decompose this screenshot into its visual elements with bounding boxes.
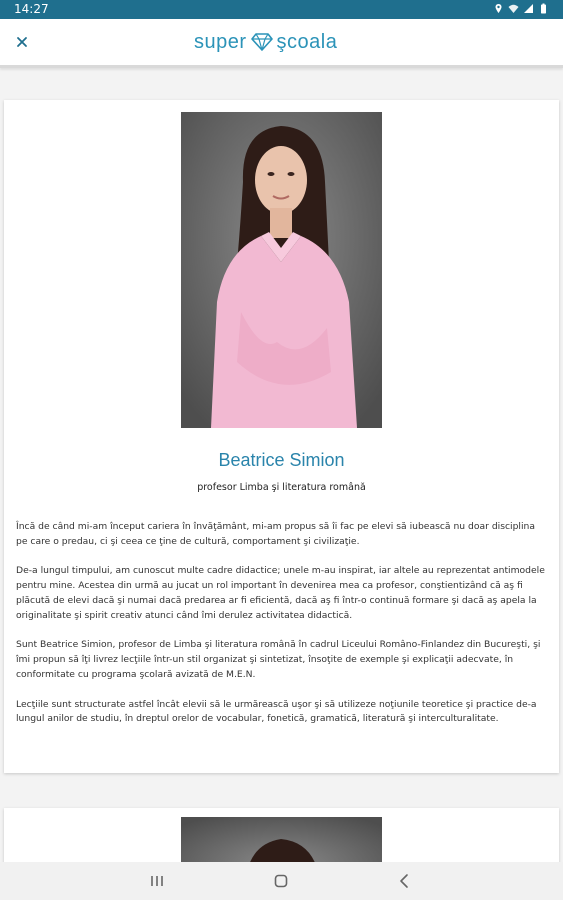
home-button[interactable]: [270, 871, 292, 891]
teacher-list[interactable]: [0, 68, 563, 862]
teacher-bio: [16, 520, 546, 742]
back-button[interactable]: [394, 871, 416, 891]
teacher-card[interactable]: [4, 808, 559, 862]
bio-paragraph: Încă de când mi-am început cariera în învăţământ, mi-am propus să îi fac pe elevi să iubească nu doar disciplina pe care o predau, ci şi ceea ce ţine de cultură, comportament şi civilizaţie.: [16, 521, 535, 547]
teacher-card[interactable]: [4, 100, 559, 773]
bio-paragraph: De-a lungul timpului, am cunoscut multe cadre didactice; unele m-au inspirat, iar altele au reprezentat antimodele pentru mine. Acestea din urmă au jucat un rol important în devenirea mea ca profesor, conştientizând că aş fi plăcută de elevi dacă şi numai dacă predarea ar fi eficientă, dacă aş fi într-o continuă formare şi dacă aş apela la originalitate şi spirit creativ atunci când îmi derulez activitatea didactică.: [16, 565, 545, 621]
recent-apps-button[interactable]: [146, 871, 168, 891]
wifi-icon: [508, 3, 519, 14]
status-bar: [0, 0, 563, 19]
status-icons: [493, 3, 549, 14]
app-bar: [0, 19, 563, 68]
location-icon: [493, 3, 504, 14]
logo-text-right: şcoala: [276, 30, 338, 53]
signal-icon: [523, 3, 534, 14]
battery-icon: [538, 3, 549, 14]
back-icon: [394, 871, 416, 891]
teacher-photo: [181, 112, 382, 428]
status-time: 14:27: [14, 2, 49, 16]
teacher-photo: [181, 817, 382, 862]
logo-text-left: super: [194, 30, 247, 53]
bio-paragraph: Lecţiile sunt structurate astfel încât elevii să le urmărească uşor şi să utilizeze noţiunile teoretice şi practice de-a lungul anilor de studiu, în dreptul orelor de vocabular, fonetică, gramatică, literatură şi interculturalitate.: [16, 698, 537, 725]
teacher-role: profesor Limba şi literatura română: [197, 482, 366, 493]
teacher-name: Beatrice Simion: [218, 450, 345, 470]
close-icon: [10, 30, 34, 54]
close-button[interactable]: [10, 30, 34, 54]
home-icon: [270, 871, 292, 891]
diamond-icon: [250, 32, 274, 52]
system-nav-bar: [0, 862, 563, 900]
recent-apps-icon: [146, 871, 168, 891]
app-logo: [194, 28, 337, 56]
bio-paragraph: Sunt Beatrice Simion, profesor de Limba şi literatura română în cadrul Liceului Româno-Finlandez din Bucureşti, şi îmi propun să îţi livrez lecţiile într-un stil organizat şi sintetizat, însoţite de exemple şi explicaţii adecvate, în conformitate cu programa şcolară avizată de M.E.N.: [16, 639, 541, 680]
